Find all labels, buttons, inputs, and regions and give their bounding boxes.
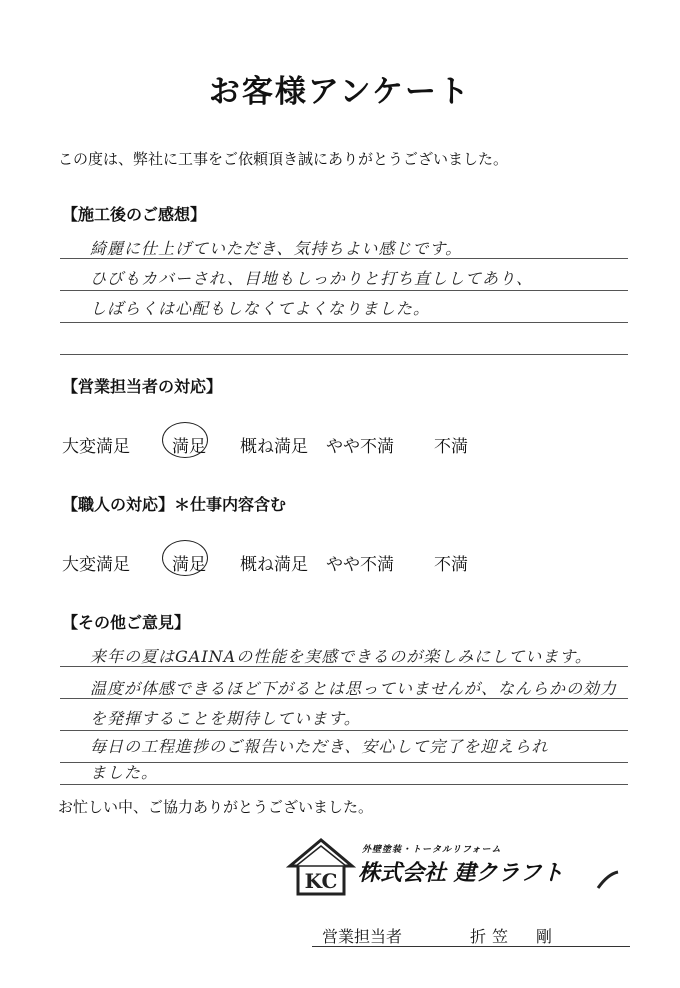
page-title: お客様アンケート — [208, 74, 472, 110]
handwritten-line: 温度が体感できるほど下がるとは思っていませんが、なんらかの効力 — [90, 679, 618, 698]
section-craftsman-heading: 【職人の対応】＊仕事内容含む — [62, 495, 287, 514]
section-sales-heading: 【営業担当者の対応】 — [62, 377, 223, 396]
rating-option: やや不満 — [326, 437, 394, 457]
selection-circle — [162, 540, 208, 576]
handwritten-line: 毎日の工程進捗のご報告いただき、安心して完了を迎えられ — [90, 737, 549, 756]
section-other-heading: 【その他ご意見】 — [62, 613, 191, 632]
house-kc-icon — [286, 836, 356, 900]
signature-line — [312, 946, 630, 947]
handwritten-line: 来年の夏はGAINAの性能を実感できるのが楽しみにしています。 — [90, 647, 592, 666]
intro-text: この度は、弊社に工事をご依頼頂き誠にありがとうございました。 — [58, 150, 509, 168]
handwritten-line: ひびもカバーされ、目地もしっかりと打ち直ししてあり、 — [90, 269, 533, 288]
rating-option: 不満 — [434, 555, 468, 575]
handwritten-line: ました。 — [90, 763, 159, 782]
rating-option: やや不満 — [326, 555, 394, 575]
answer-rule — [60, 290, 628, 291]
logo-mark: KC — [304, 869, 338, 893]
rating-option: 概ね満足 — [240, 437, 308, 457]
rating-option-selected: 満足 — [172, 437, 206, 457]
selection-circle — [162, 422, 208, 458]
rating-option: 大変満足 — [62, 437, 130, 457]
rating-option: 不満 — [434, 437, 468, 457]
sales-rep-label: 営業担当者 — [322, 927, 403, 946]
rating-option: 概ね満足 — [240, 555, 308, 575]
answer-rule — [60, 730, 628, 731]
company-tagline: 外壁塗装・トータルリフォーム — [362, 845, 502, 855]
closing-text: お忙しい中、ご協力ありがとうございました。 — [58, 798, 374, 816]
handwritten-line: を発揮することを期待しています。 — [90, 709, 361, 728]
swoosh-icon — [596, 870, 620, 892]
sales-rep-name: 折笠 剛 — [470, 927, 559, 946]
rating-option-selected: 満足 — [172, 555, 206, 575]
answer-rule — [60, 322, 628, 323]
company-name: 株式会社 建クラフト — [358, 861, 564, 886]
handwritten-line: しばらくは心配もしなくてよくなりました。 — [90, 299, 431, 318]
section-impressions-heading: 【施工後のご感想】 — [62, 205, 207, 224]
answer-rule — [60, 784, 628, 785]
handwritten-line: 綺麗に仕上げていただき、気持ちよい感じです。 — [90, 239, 463, 258]
rating-option: 大変満足 — [62, 555, 130, 575]
answer-rule — [60, 354, 628, 355]
